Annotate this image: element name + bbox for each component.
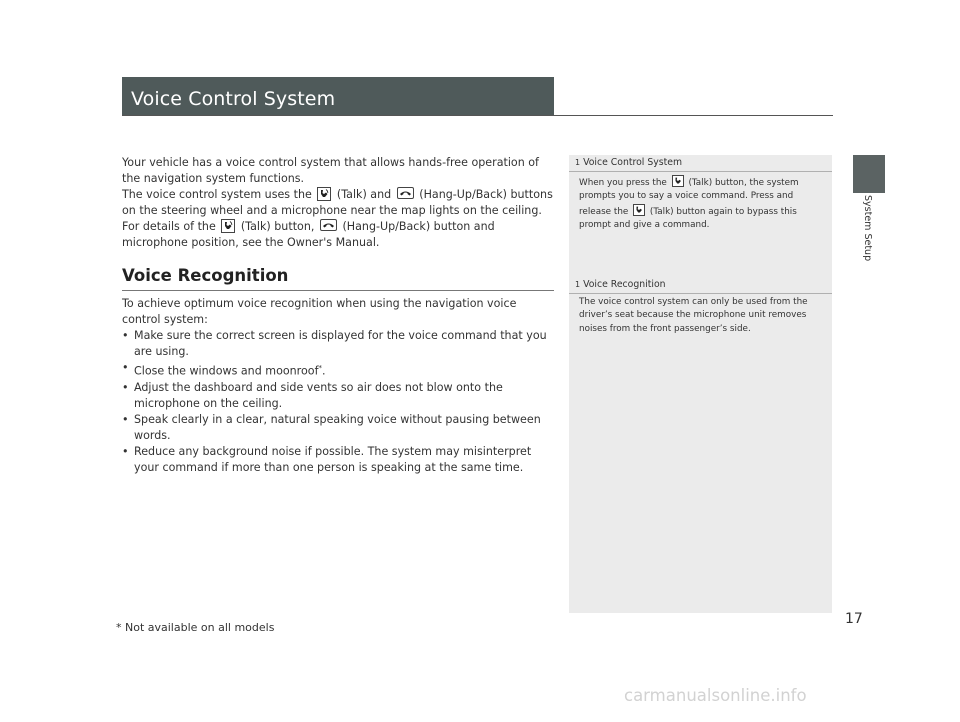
list-item-text: Make sure the correct screen is displayed for the voice command that you are using. — [134, 329, 547, 358]
intro-line-3-b: (Talk) button, — [240, 220, 315, 233]
bullet-icon: • — [122, 380, 129, 394]
bullet-icon: • — [122, 444, 129, 458]
talk-button-icon — [221, 219, 235, 233]
hang-up-back-button-icon — [397, 187, 414, 199]
chapter-tab — [853, 155, 885, 193]
voice-recognition-lead: To achieve optimum voice recognition when using the navigation voice control system: — [122, 297, 517, 326]
intro-line-2-c: (Hang-Up/Back) buttons on the steering wheel and a microphone near the map lights on the ceiling. — [122, 188, 553, 217]
list-item-period: . — [321, 364, 326, 378]
note-number: 1 — [575, 158, 581, 167]
note-text-a: When you press the — [579, 178, 667, 188]
bullet-icon: • — [122, 412, 129, 426]
list-item-text: Adjust the dashboard and side vents so air does not blow onto the microphone on the ceiling. — [134, 380, 503, 410]
hang-up-back-button-icon — [320, 219, 337, 231]
footnote: * Not available on all models — [116, 621, 275, 634]
note-title: Voice Control System — [583, 157, 683, 168]
talk-button-icon — [317, 187, 331, 201]
list-item-text: Reduce any background noise if possible. The system may misinterpret your command if more than one person is speaking at the same time. — [134, 444, 532, 474]
note-text-b: (Talk) button, the system prompts you to say a voice command. Press and release the — [579, 178, 799, 217]
page-number: 17 — [845, 611, 863, 627]
intro-line-3-c: (Hang-Up/Back) button and microphone position, see the Owner's Manual. — [122, 220, 495, 249]
note-divider — [569, 293, 832, 294]
list-item-text: Close the windows and moonroof — [134, 364, 319, 378]
list-item — [122, 328, 554, 360]
chapter-tab-label: System Setup — [862, 195, 873, 262]
talk-button-icon — [672, 175, 684, 187]
tips-list — [122, 328, 554, 476]
heading-divider — [122, 290, 554, 291]
intro-line-2 — [122, 187, 554, 219]
talk-button-icon — [633, 204, 645, 216]
watermark: carmanualsonline.info — [624, 686, 807, 705]
list-item — [122, 360, 554, 380]
note-text-voice-control — [579, 175, 824, 232]
note-divider — [569, 171, 832, 172]
intro-line-2-b: (Talk) and — [336, 188, 392, 201]
intro-line-3 — [122, 219, 554, 251]
intro-line-2-a: The voice control system uses the — [122, 188, 312, 201]
note-heading-voice-control — [575, 157, 682, 168]
note-text-c: (Talk) button again to bypass this prompt and give a command. — [579, 206, 797, 230]
section-title-bar — [122, 77, 554, 115]
bullet-icon: • — [122, 361, 129, 374]
bullet-icon: • — [122, 329, 129, 342]
list-item — [122, 412, 554, 444]
note-title: Voice Recognition — [583, 279, 666, 290]
list-item — [122, 380, 554, 412]
note-number: 1 — [575, 280, 581, 289]
title-divider — [122, 115, 833, 116]
notes-panel — [569, 155, 832, 613]
intro-line-3-a: For details of the — [122, 220, 216, 233]
note-heading-voice-recognition — [575, 279, 666, 290]
chapter-tab-label-wrap — [862, 195, 876, 265]
note-text-voice-recognition: The voice control system can only be used from the driver’s seat because the microphone unit removes noises from the front passenger’s side. — [579, 297, 808, 334]
voice-recognition-heading: Voice Recognition — [122, 266, 289, 285]
intro-line-1: Your vehicle has a voice control system that allows hands-free operation of the navigation system functions. — [122, 156, 539, 185]
list-item — [122, 444, 554, 476]
page-title: Voice Control System — [131, 88, 336, 110]
list-item-text: Speak clearly in a clear, natural speaking voice without pausing between words. — [134, 412, 541, 442]
footnote-marker: * — [318, 364, 322, 372]
voice-recognition-body — [122, 296, 554, 476]
intro-paragraph — [122, 155, 554, 251]
